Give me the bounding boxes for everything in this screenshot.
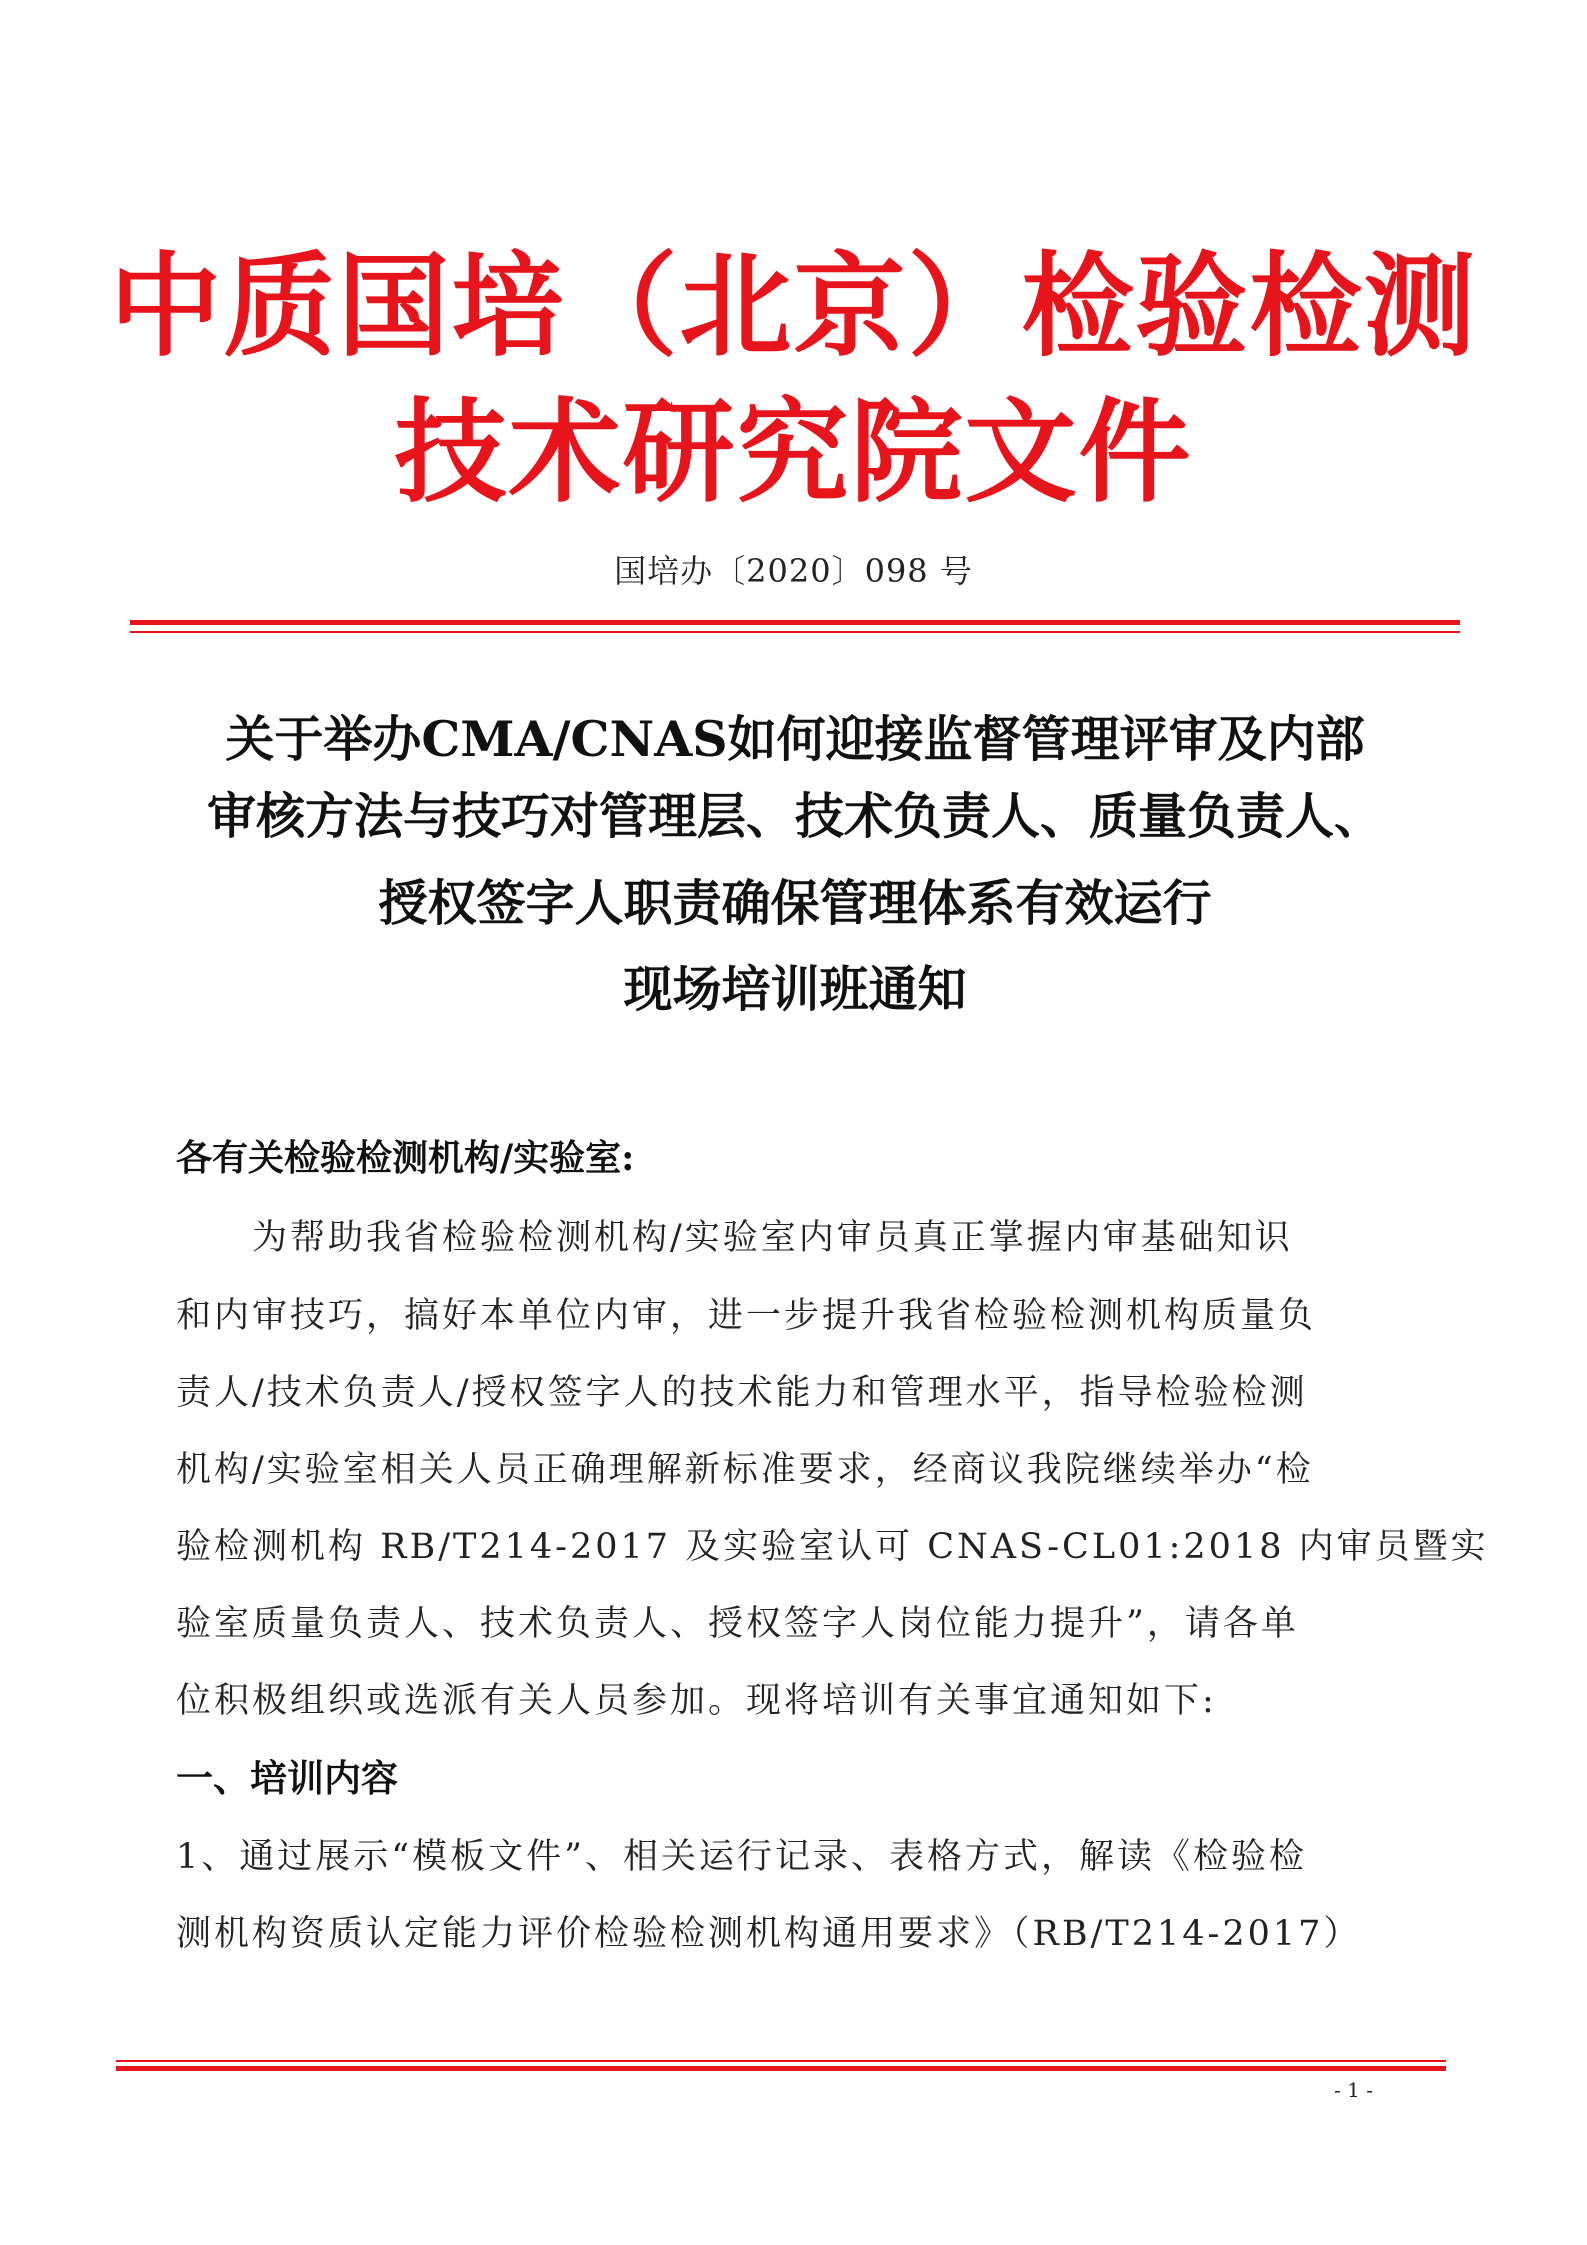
- document-number: 国培办〔2020〕098 号: [614, 552, 973, 590]
- body-line: 位积极组织或选派有关人员参加。现将培训有关事宜通知如下:: [176, 1681, 1217, 1721]
- footer-divider-thick: [116, 2066, 1446, 2071]
- notice-subject-line-1: 关于举办CMA/CNAS如何迎接监督管理评审及内部: [225, 710, 1365, 768]
- notice-subject-line-4: 现场培训班通知: [623, 960, 967, 1018]
- page-number: - 1 -: [1334, 2078, 1373, 2102]
- list-item-line: 测机构资质认定能力评价检验检测机构通用要求》（RB/T214-2017）: [176, 1914, 1362, 1954]
- body-line: 为帮助我省检验检测机构/实验室内审员真正掌握内审基础知识: [252, 1218, 1293, 1258]
- body-line: 责人/技术负责人/授权签字人的技术能力和管理水平，指导检验检测: [176, 1373, 1308, 1413]
- body-line: 机构/实验室相关人员正确理解新标准要求，经商议我院继续举办“检: [176, 1450, 1314, 1490]
- salutation: 各有关检验检测机构/实验室:: [176, 1137, 635, 1179]
- section-heading-training-content: 一、培训内容: [176, 1756, 398, 1800]
- header-divider-thin: [130, 631, 1460, 633]
- list-item-line: 1、通过展示“模板文件”、相关运行记录、表格方式，解读《检验检: [176, 1837, 1308, 1877]
- notice-subject-line-2: 审核方法与技巧对管理层、技术负责人、质量负责人、: [206, 787, 1383, 845]
- body-line: 验检测机构 RB/T214-2017 及实验室认可 CNAS-CL01:2018 内审员暨实: [176, 1527, 1489, 1567]
- body-line: 验室质量负责人、技术负责人、授权签字人岗位能力提升”，请各单: [176, 1604, 1299, 1644]
- org-title-line-2: 技术研究院文件: [394, 388, 1193, 518]
- footer-divider-thin: [116, 2060, 1446, 2062]
- header-divider-thick: [130, 620, 1460, 625]
- body-line: 和内审技巧，搞好本单位内审，进一步提升我省检验检测机构质量负: [176, 1296, 1317, 1336]
- org-title-line-1: 中质国培（北京）检验检测: [109, 242, 1478, 372]
- notice-subject-line-3: 授权签字人职责确保管理体系有效运行: [378, 874, 1212, 932]
